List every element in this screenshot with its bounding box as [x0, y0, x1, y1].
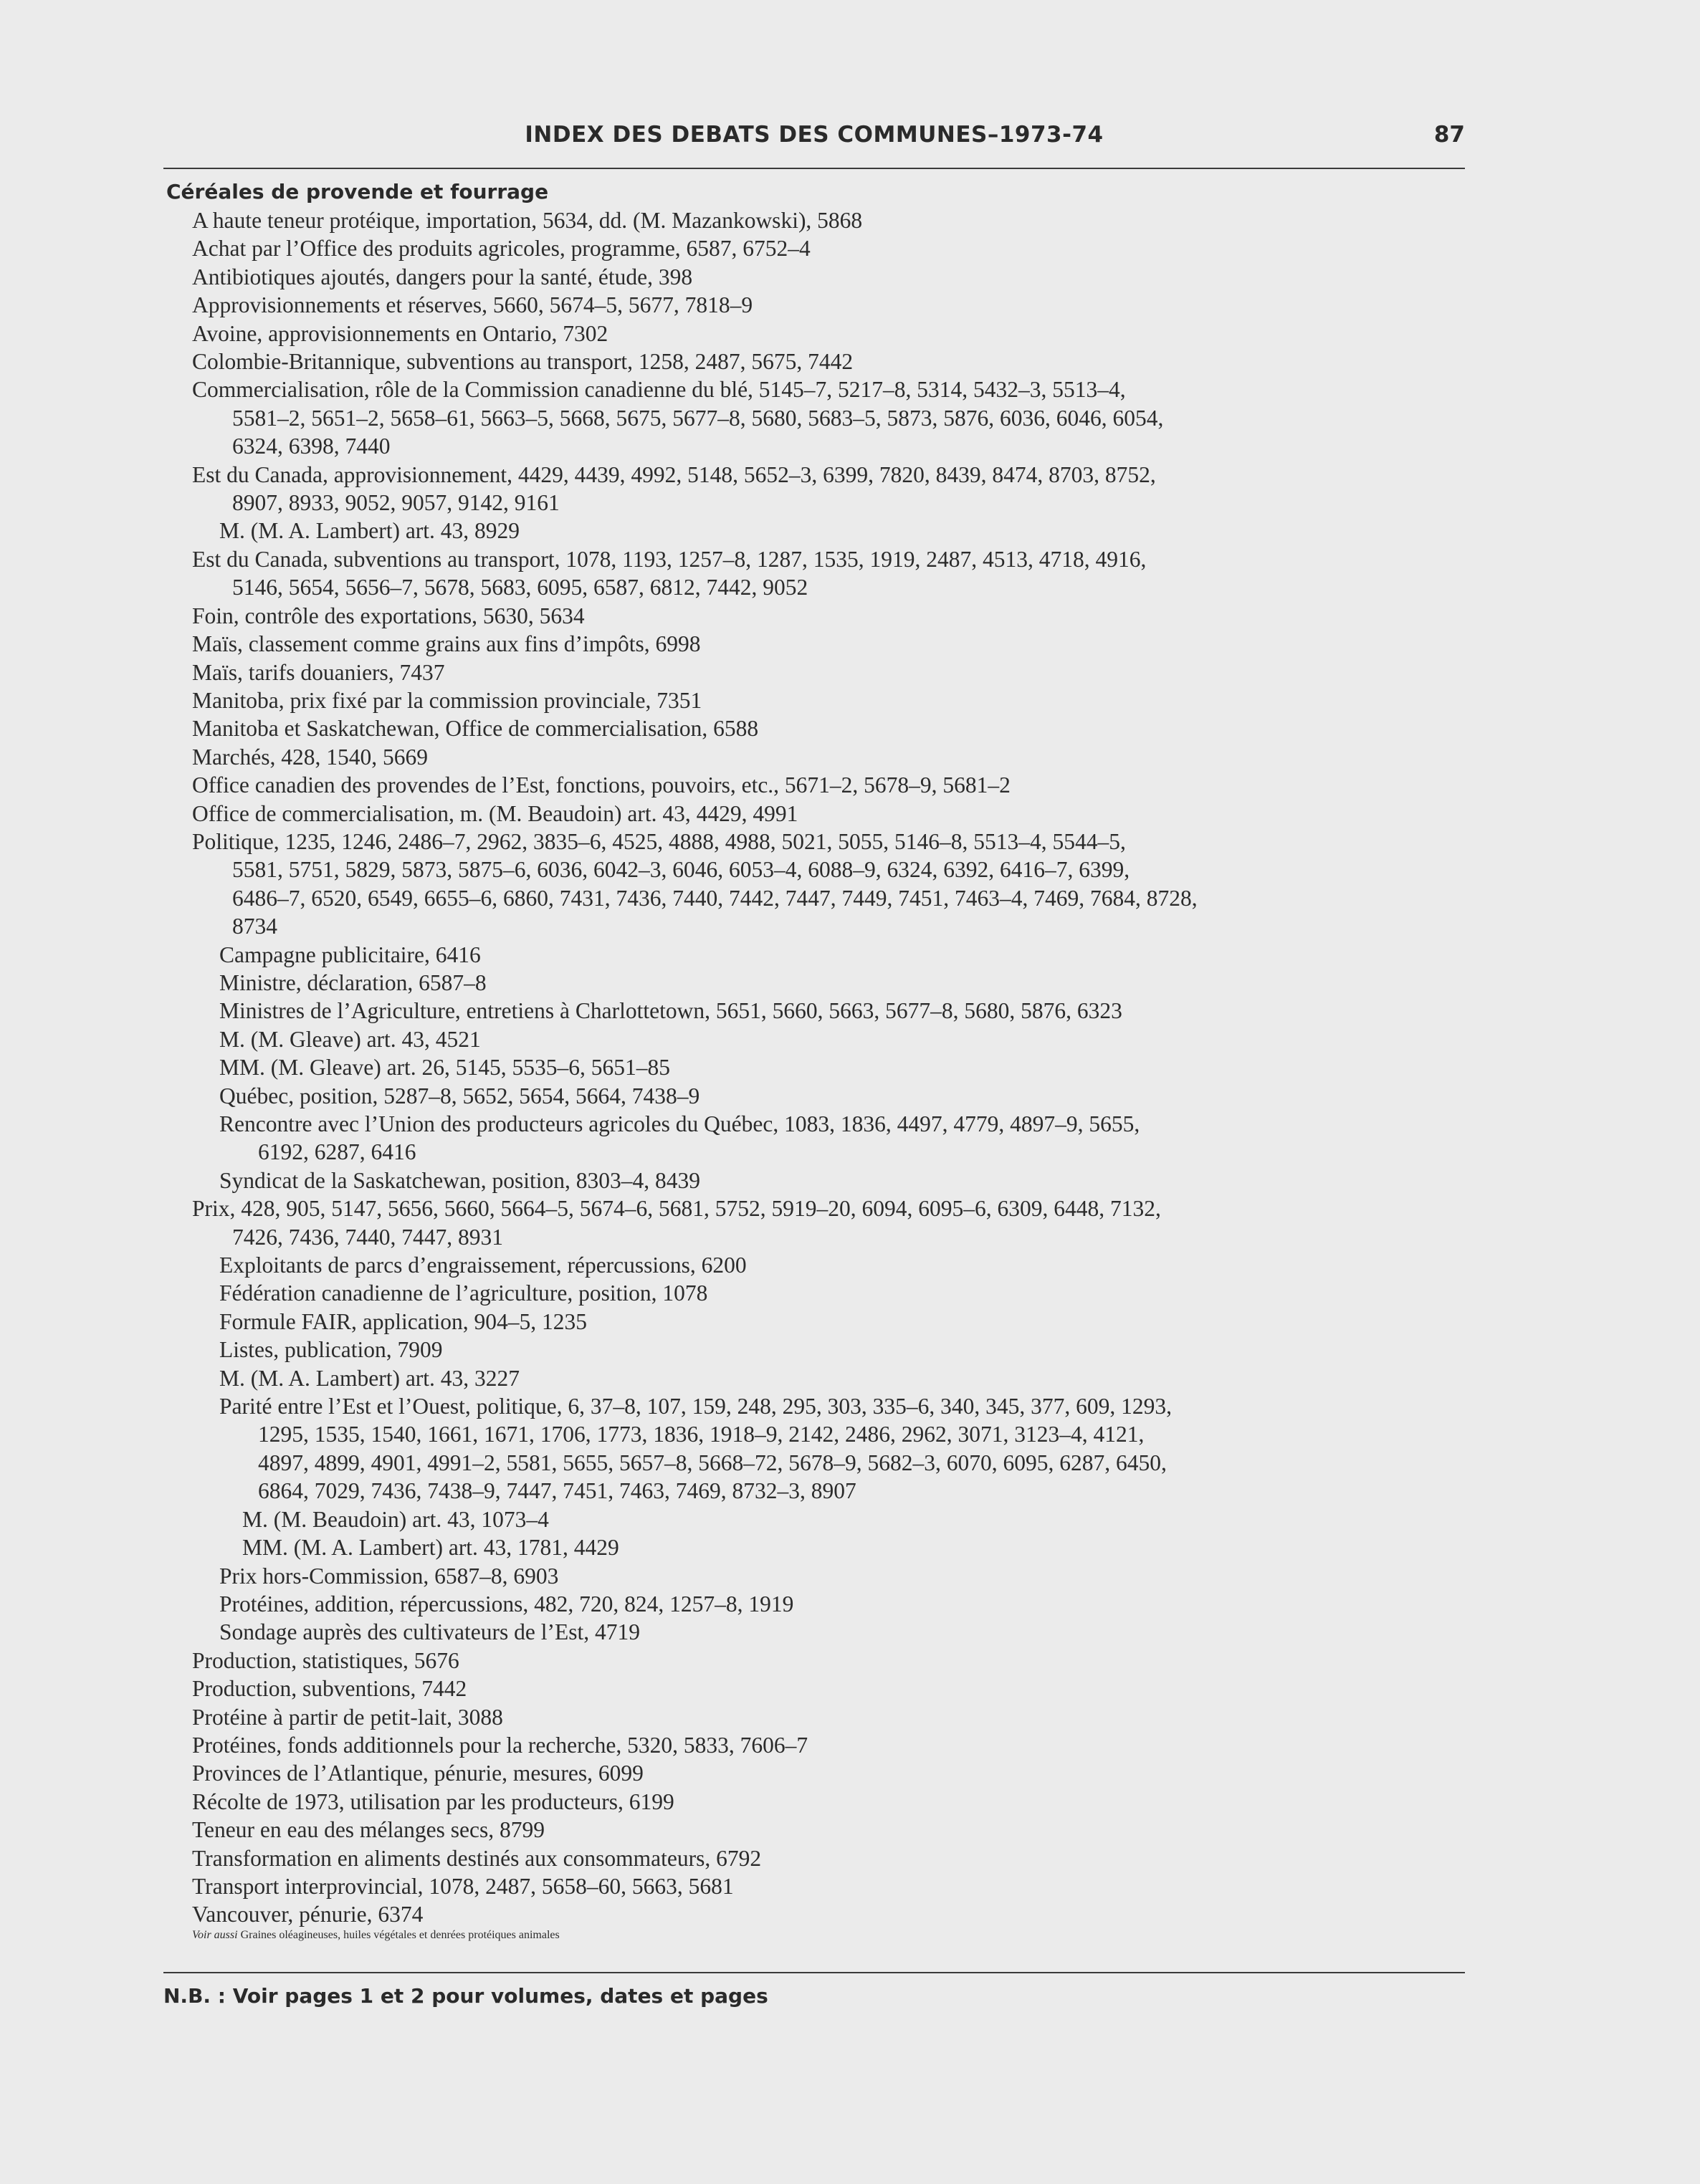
index-entry-continuation: 6324, 6398, 7440 — [232, 434, 391, 459]
index-entry: M. (M. A. Lambert) art. 43, 8929 — [219, 518, 520, 544]
index-entry: Exploitants de parcs d’engraissement, répercussions, 6200 — [219, 1253, 747, 1278]
index-entry: A haute teneur protéique, importation, 5634, dd. (M. Mazankowski), 5868 — [192, 208, 863, 233]
index-entry: Commercialisation, rôle de la Commission canadienne du blé, 5145–7, 5217–8, 5314, 5432–3, 5513–4, — [192, 377, 1126, 403]
see-also-text: Graines oléagineuses, huiles végétales et denrées protéiques animales — [237, 1928, 560, 1941]
index-entry: Est du Canada, subventions au transport, 1078, 1193, 1257–8, 1287, 1535, 1919, 2487, 4513, 4718, 4916, — [192, 546, 1147, 572]
index-body — [166, 178, 1499, 1942]
index-entry: Maïs, classement comme grains aux fins d’impôts, 6998 — [192, 631, 701, 657]
index-entry-continuation: 6864, 7029, 7436, 7438–9, 7447, 7451, 7463, 7469, 8732–3, 8907 — [258, 1478, 856, 1504]
index-entry: Formule FAIR, application, 904–5, 1235 — [219, 1308, 587, 1334]
index-entry: Politique, 1235, 1246, 2486–7, 2962, 3835–6, 4525, 4888, 4988, 5021, 5055, 5146–8, 5513–4, 5544–5, — [192, 828, 1126, 854]
index-entry: Foin, contrôle des exportations, 5630, 5634 — [192, 603, 585, 628]
index-entry: Colombie-Britannique, subventions au transport, 1258, 2487, 5675, 7442 — [192, 349, 854, 375]
index-entry: Est du Canada, approvisionnement, 4429, 4439, 4992, 5148, 5652–3, 6399, 7820, 8439, 8474, 8703, 8752, — [192, 461, 1156, 487]
footnote: N.B. : Voir pages 1 et 2 pour volumes, dates et pages — [163, 1984, 768, 2008]
index-entry: Approvisionnements et réserves, 5660, 5674–5, 5677, 7818–9 — [192, 292, 753, 318]
section-heading: Céréales de provende et fourrage — [166, 180, 549, 203]
index-entry-continuation: 5146, 5654, 5656–7, 5678, 5683, 6095, 6587, 6812, 7442, 9052 — [232, 575, 808, 600]
index-entry: Provinces de l’Atlantique, pénurie, mesures, 6099 — [192, 1761, 644, 1786]
index-entry: Protéines, addition, répercussions, 482, 720, 824, 1257–8, 1919 — [219, 1591, 794, 1617]
index-entry: Transport interprovincial, 1078, 2487, 5658–60, 5663, 5681 — [192, 1873, 734, 1899]
page-title: INDEX DES DEBATS DES COMMUNES–1973-74 — [525, 122, 1104, 148]
index-entry: Prix hors-Commission, 6587–8, 6903 — [219, 1563, 559, 1589]
index-entry: Ministres de l’Agriculture, entretiens à Charlottetown, 5651, 5660, 5663, 5677–8, 5680, 5876, 6323 — [219, 998, 1122, 1024]
footer-rule — [163, 1972, 1465, 1973]
index-entry: Manitoba, prix fixé par la commission provinciale, 7351 — [192, 687, 702, 713]
index-entry: Marchés, 428, 1540, 5669 — [192, 744, 428, 770]
index-entry: Rencontre avec l’Union des producteurs agricoles du Québec, 1083, 1836, 4497, 4779, 4897–9, 5655, — [219, 1111, 1140, 1136]
index-entry: Québec, position, 5287–8, 5652, 5654, 5664, 7438–9 — [219, 1083, 700, 1108]
index-entry: Production, subventions, 7442 — [192, 1676, 467, 1702]
index-entry: MM. (M. Gleave) art. 26, 5145, 5535–6, 5651–85 — [219, 1055, 671, 1081]
index-entry: Campagne publicitaire, 6416 — [219, 942, 481, 967]
index-entry: Achat par l’Office des produits agricoles, programme, 6587, 6752–4 — [192, 236, 811, 262]
index-entry: M. (M. Gleave) art. 43, 4521 — [219, 1026, 481, 1052]
entry-list — [166, 206, 1499, 1929]
page-number: 87 — [1433, 122, 1465, 148]
index-entry: M. (M. Beaudoin) art. 43, 1073–4 — [242, 1506, 549, 1532]
index-entry: Prix, 428, 905, 5147, 5656, 5660, 5664–5, 5674–6, 5681, 5752, 5919–20, 6094, 6095–6, 6309, 6448, 7132, — [192, 1196, 1161, 1222]
index-entry: Teneur en eau des mélanges secs, 8799 — [192, 1817, 545, 1843]
index-entry: Récolte de 1973, utilisation par les producteurs, 6199 — [192, 1788, 674, 1814]
index-entry-continuation: 1295, 1535, 1540, 1661, 1671, 1706, 1773, 1836, 1918–9, 2142, 2486, 2962, 3071, 3123–4, 4121, — [258, 1422, 1145, 1447]
see-also-prefix: Voir aussi — [192, 1928, 238, 1941]
index-entry: Maïs, tarifs douaniers, 7437 — [192, 659, 445, 685]
index-entry: Vancouver, pénurie, 6374 — [192, 1902, 424, 1927]
index-entry-continuation: 8734 — [232, 914, 277, 939]
index-entry-continuation: 5581–2, 5651–2, 5658–61, 5663–5, 5668, 5675, 5677–8, 5680, 5683–5, 5873, 5876, 6036, 6046, 6054, — [232, 405, 1164, 431]
index-entry-continuation: 6192, 6287, 6416 — [258, 1139, 416, 1165]
see-also-entry — [166, 1929, 1499, 1942]
index-entry: Ministre, déclaration, 6587–8 — [219, 969, 487, 995]
index-entry: Office de commercialisation, m. (M. Beaudoin) art. 43, 4429, 4991 — [192, 800, 798, 826]
index-entry-continuation: 6486–7, 6520, 6549, 6655–6, 6860, 7431, 7436, 7440, 7442, 7447, 7449, 7451, 7463–4, 7469, 7684, 8728, — [232, 885, 1198, 911]
index-entry-continuation: 4897, 4899, 4901, 4991–2, 5581, 5655, 5657–8, 5668–72, 5678–9, 5682–3, 6070, 6095, 6287, 6450, — [258, 1450, 1167, 1475]
index-entry: Fédération canadienne de l’agriculture, position, 1078 — [219, 1280, 708, 1306]
index-entry: Antibiotiques ajoutés, dangers pour la santé, étude, 398 — [192, 264, 693, 289]
page-header — [163, 122, 1465, 159]
header-rule — [163, 168, 1465, 169]
index-entry: Production, statistiques, 5676 — [192, 1647, 459, 1673]
index-entry: Listes, publication, 7909 — [219, 1337, 443, 1363]
index-entry: MM. (M. A. Lambert) art. 43, 1781, 4429 — [242, 1535, 619, 1561]
index-entry: Protéine à partir de petit-lait, 3088 — [192, 1704, 503, 1730]
index-entry-continuation: 8907, 8933, 9052, 9057, 9142, 9161 — [232, 490, 560, 516]
index-entry: Sondage auprès des cultivateurs de l’Est, 4719 — [219, 1619, 640, 1645]
index-entry: Parité entre l’Est et l’Ouest, politique, 6, 37–8, 107, 159, 248, 295, 303, 335–6, 340, 345, 377, 609, 1293, — [219, 1394, 1172, 1419]
index-entry: Office canadien des provendes de l’Est, fonctions, pouvoirs, etc., 5671–2, 5678–9, 5681–2 — [192, 772, 1011, 798]
index-entry: Syndicat de la Saskatchewan, position, 8303–4, 8439 — [219, 1167, 701, 1193]
index-entry: Avoine, approvisionnements en Ontario, 7302 — [192, 320, 608, 346]
index-entry-continuation: 5581, 5751, 5829, 5873, 5875–6, 6036, 6042–3, 6046, 6053–4, 6088–9, 6324, 6392, 6416–7, 6399, — [232, 857, 1130, 883]
index-entry: Manitoba et Saskatchewan, Office de commercialisation, 6588 — [192, 716, 759, 742]
index-entry-continuation: 7426, 7436, 7440, 7447, 8931 — [232, 1224, 503, 1250]
index-entry: Transformation en aliments destinés aux consommateurs, 6792 — [192, 1845, 762, 1871]
index-entry: M. (M. A. Lambert) art. 43, 3227 — [219, 1365, 520, 1391]
index-entry: Protéines, fonds additionnels pour la recherche, 5320, 5833, 7606–7 — [192, 1732, 808, 1758]
